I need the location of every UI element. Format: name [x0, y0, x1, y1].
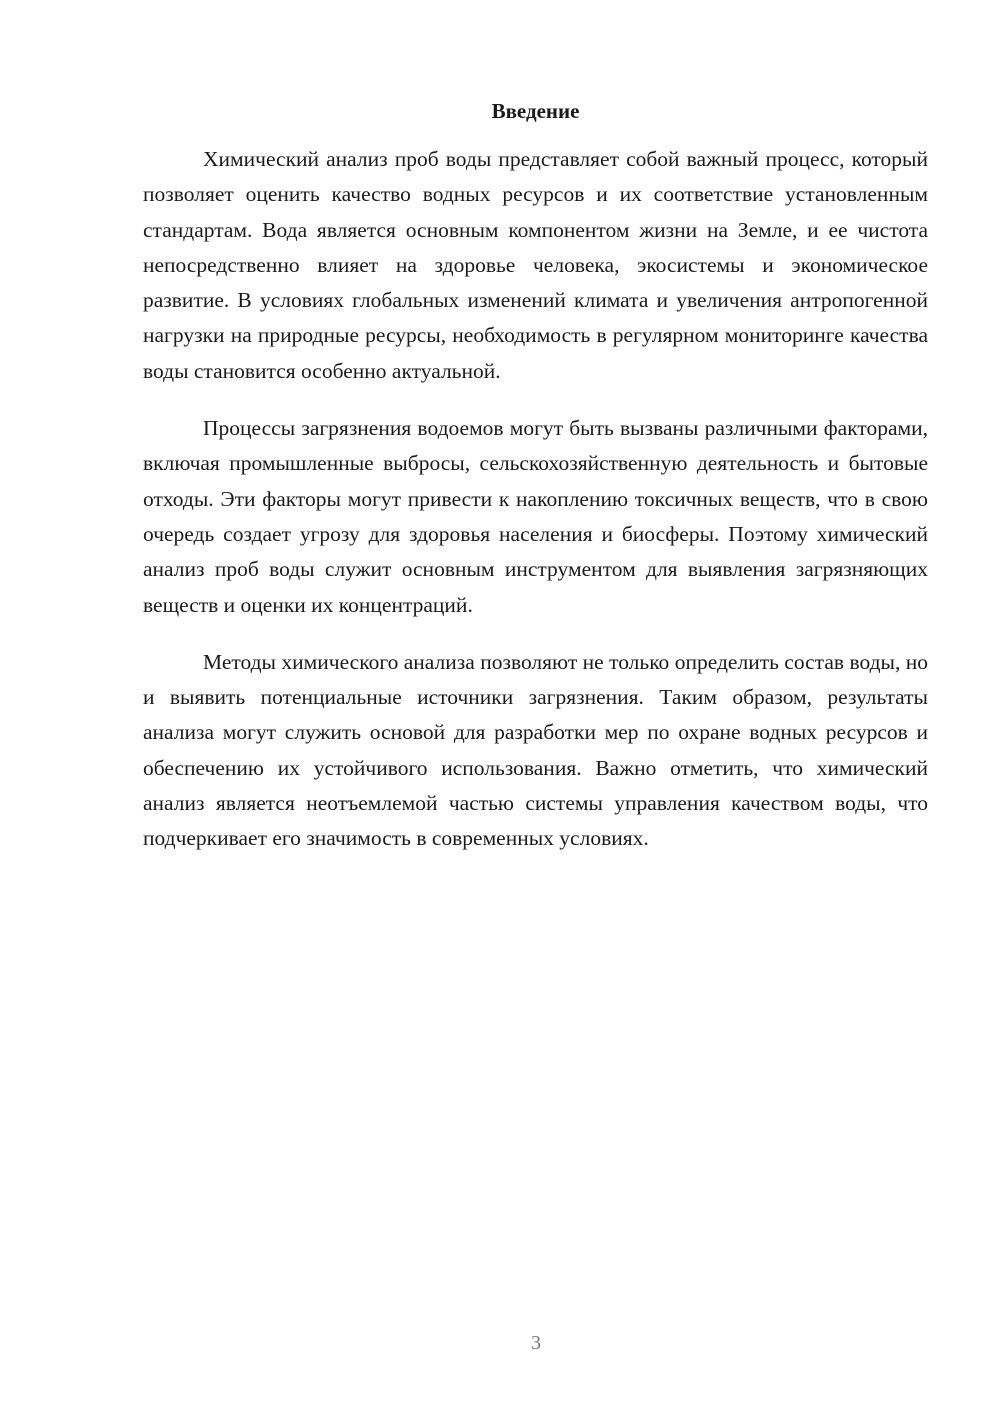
body-text	[143, 142, 928, 879]
page-number: 3	[531, 1332, 541, 1354]
paragraph-intro: Химический анализ проб воды представляет собой важный процесс, который позволяет оценить качество водных ресурсов и их соответствие установленным стандартам. Вода является основным компонентом жизни на Земле, и ее чистота непосредственно влияет на здоровье человека, экосистемы и экономическое развитие. В условиях глобальных изменений климата и увеличения антропогенной нагрузки на природные ресурсы, необходимость в регулярном мониторинге качества воды становится особенно актуальной.	[143, 147, 928, 383]
paragraph-methods: Методы химического анализа позволяют не только определить состав воды, но и выявить потенциальные источники загрязнения. Таким образом, результаты анализа могут служить основой для разработки мер по охране водных ресурсов и обеспечению их устойчивого использования. Важно отметить, что химический анализ является неотъемлемой частью системы управления качеством воды, что подчеркивает его значимость в современных условиях.	[143, 649, 928, 851]
paragraph-pollution: Процессы загрязнения водоемов могут быть вызваны различными факторами, включая промышленные выбросы, сельскохозяйственную деятельность и бытовые отходы. Эти факторы могут привести к накоплению токсичных веществ, что в свою очередь создает угрозу для здоровья населения и биосферы. Поэтому химический анализ проб воды служит основным инструментом для выявления загрязняющих веществ и оценки их концентраций.	[143, 416, 928, 617]
section-heading: Введение	[491, 99, 580, 123]
